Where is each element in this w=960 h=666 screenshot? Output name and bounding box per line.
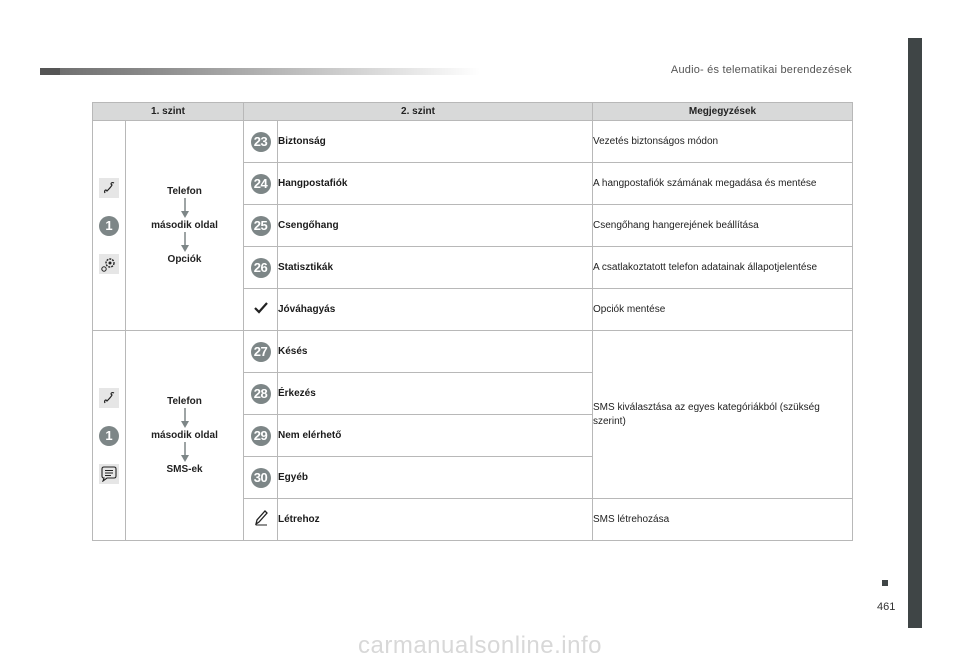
function-note: Csengőhang hangerejének beállítása xyxy=(593,205,853,247)
pencil-icon xyxy=(254,510,268,526)
page-number: 461 xyxy=(877,601,896,613)
path-step: második oldal xyxy=(151,220,218,231)
function-label: Hangpostafiók xyxy=(278,163,593,205)
watermark: carmanualsonline.info xyxy=(358,632,602,659)
menu-number-badge: 25 xyxy=(251,216,271,236)
group1-path xyxy=(126,121,244,331)
arrow-down-icon xyxy=(181,232,189,252)
column-header-notes: Megjegyzések xyxy=(593,103,853,121)
group1-icons xyxy=(93,121,126,331)
phone-icon xyxy=(99,388,119,408)
function-label: Statisztikák xyxy=(278,247,593,289)
menu-number-badge: 27 xyxy=(251,342,271,362)
phone-icon xyxy=(99,178,119,198)
menu-table xyxy=(92,102,853,541)
chapter-title: Audio- és telematikai berendezések xyxy=(670,64,852,76)
header-decoration-bar xyxy=(40,68,480,75)
function-label: Érkezés xyxy=(278,373,593,415)
path-step: második oldal xyxy=(151,430,218,441)
message-bubble-icon xyxy=(99,464,119,484)
function-label: Létrehoz xyxy=(278,499,593,541)
table-row xyxy=(93,331,853,373)
menu-number-badge: 29 xyxy=(251,426,271,446)
table-row xyxy=(93,121,853,163)
level-one-badge: 1 xyxy=(99,426,119,446)
path-step: Telefon xyxy=(167,396,202,407)
menu-number-badge: 23 xyxy=(251,132,271,152)
menu-number-badge: 26 xyxy=(251,258,271,278)
arrow-down-icon xyxy=(181,442,189,462)
table-header-row xyxy=(93,103,853,121)
arrow-down-icon xyxy=(181,408,189,428)
function-label: Késés xyxy=(278,331,593,373)
page-marker xyxy=(882,580,888,586)
checkmark-icon xyxy=(254,302,268,314)
gear-icon xyxy=(99,254,119,274)
group2-icons xyxy=(93,331,126,541)
function-note: A hangpostafiók számának megadása és mentése xyxy=(593,163,853,205)
function-label: Jóváhagyás xyxy=(278,289,593,331)
function-label: Biztonság xyxy=(278,121,593,163)
arrow-down-icon xyxy=(181,198,189,218)
column-header-level1: 1. szint xyxy=(93,103,244,121)
shared-note: SMS kiválasztása az egyes kategóriákból (szükség szerint) xyxy=(593,331,853,499)
function-note: SMS létrehozása xyxy=(593,499,853,541)
column-header-level2: 2. szint xyxy=(244,103,593,121)
group2-path xyxy=(126,331,244,541)
function-label: Egyéb xyxy=(278,457,593,499)
path-step: SMS-ek xyxy=(166,464,203,475)
path-step: Opciók xyxy=(167,254,202,265)
side-strip xyxy=(908,38,922,628)
function-label: Nem elérhető xyxy=(278,415,593,457)
function-note: Opciók mentése xyxy=(593,289,853,331)
function-note: A csatlakoztatott telefon adatainak állapotjelentése xyxy=(593,247,853,289)
menu-number-badge: 24 xyxy=(251,174,271,194)
path-step: Telefon xyxy=(167,186,202,197)
function-label: Csengőhang xyxy=(278,205,593,247)
menu-number-badge: 30 xyxy=(251,468,271,488)
function-note: Vezetés biztonságos módon xyxy=(593,121,853,163)
level-one-badge: 1 xyxy=(99,216,119,236)
menu-number-badge: 28 xyxy=(251,384,271,404)
